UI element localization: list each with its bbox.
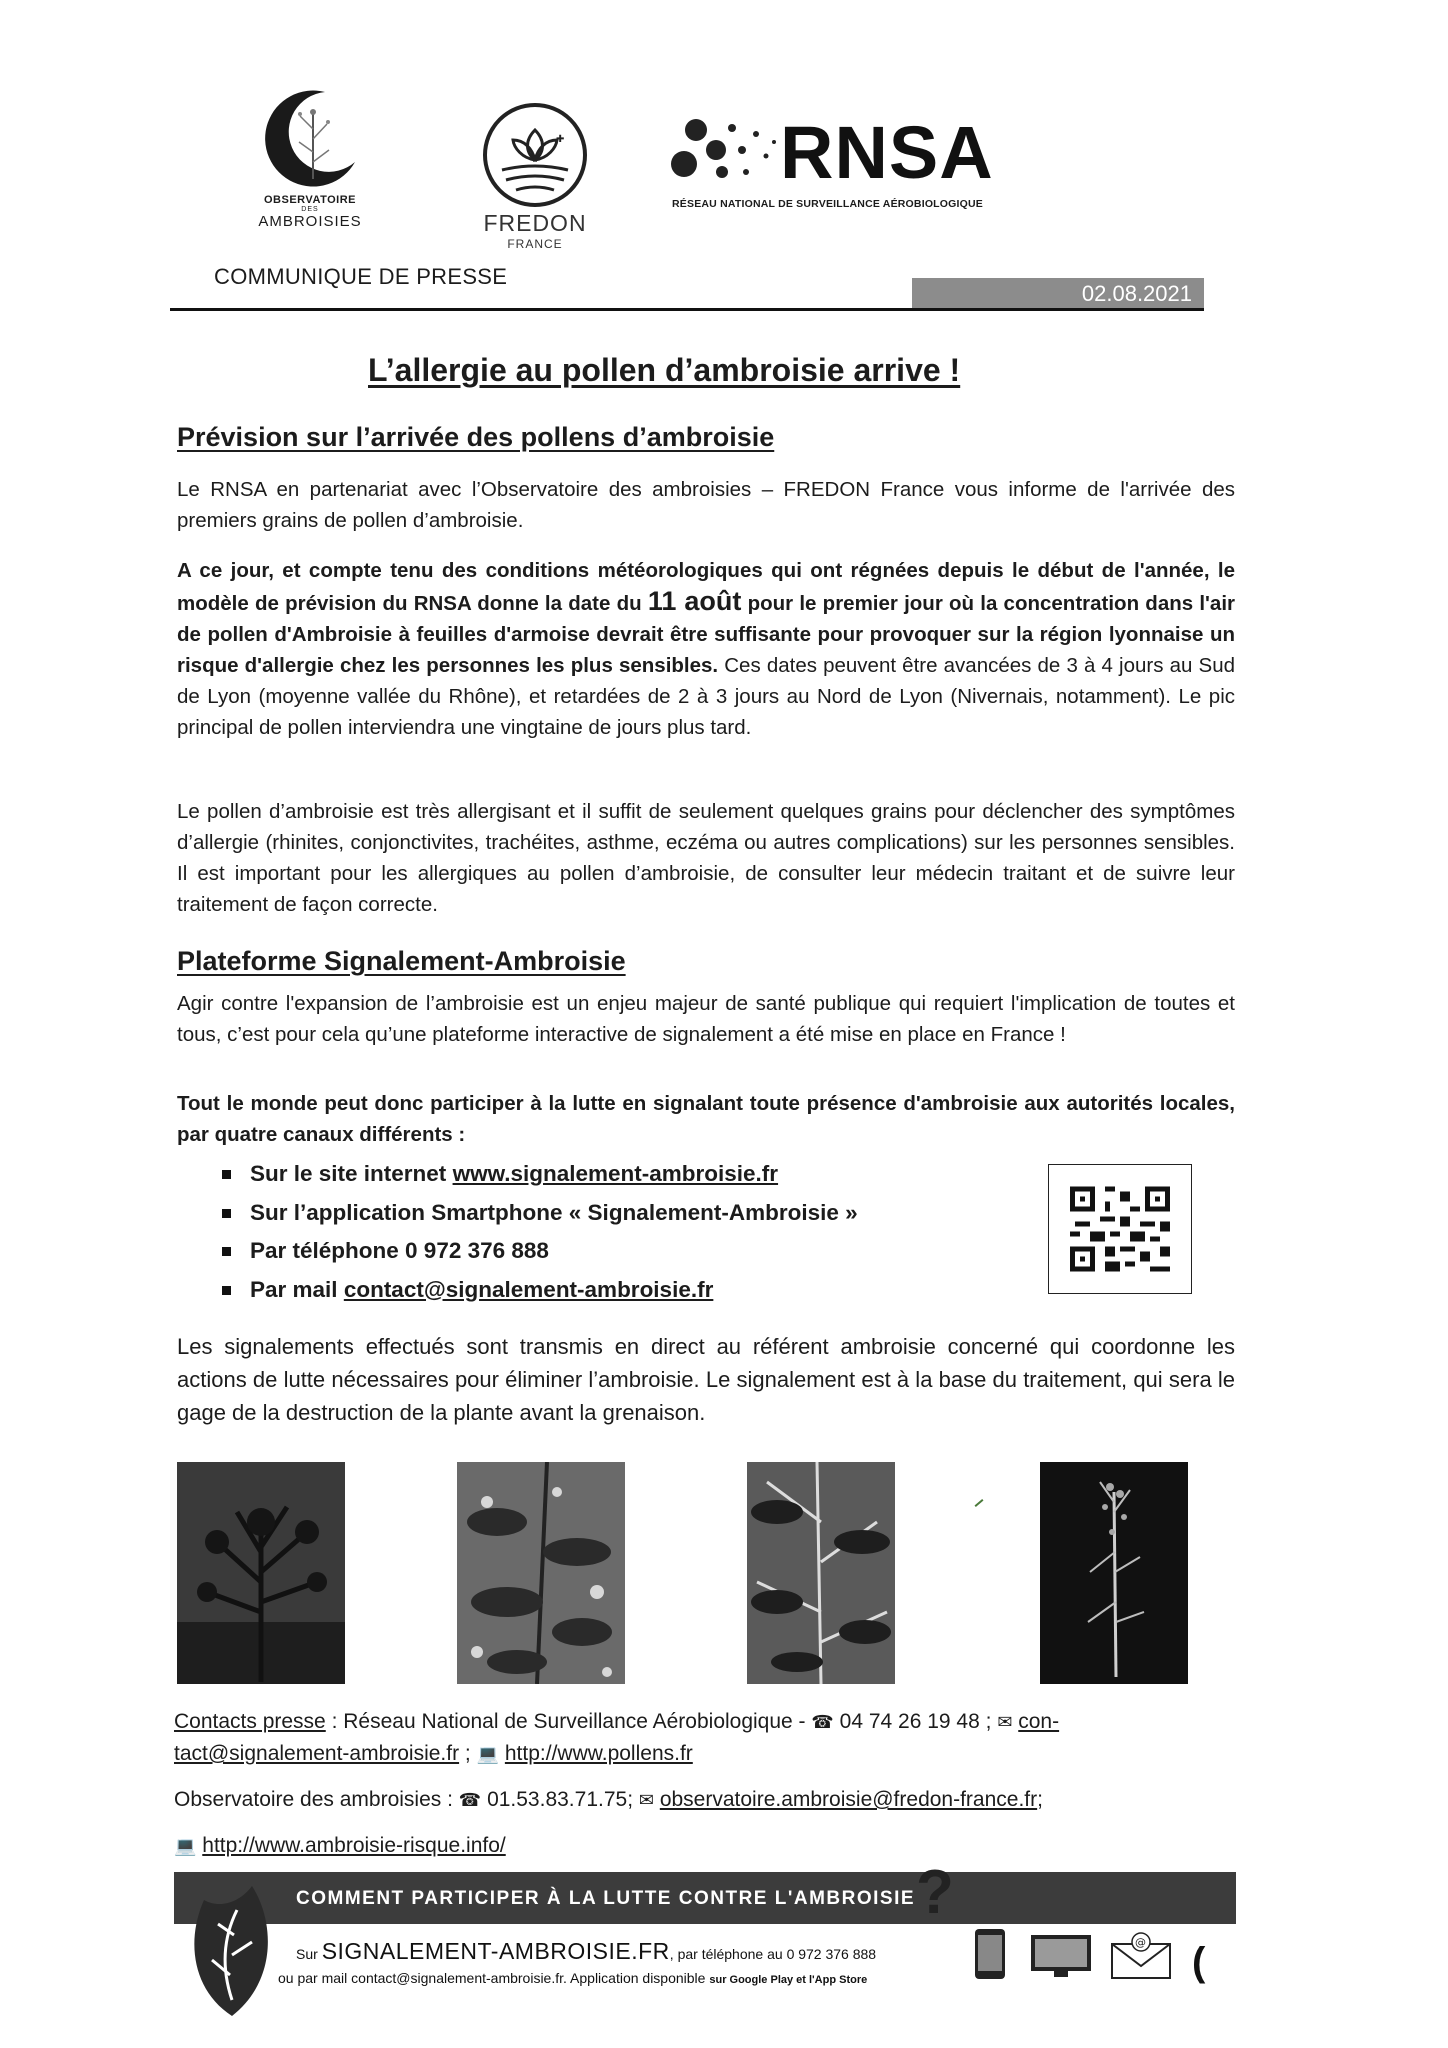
logo-observatoire xyxy=(240,84,380,234)
qr-code-icon xyxy=(1065,1181,1175,1277)
envelope-icon xyxy=(1110,1932,1172,1980)
list-item xyxy=(222,1194,982,1233)
logo-fredon xyxy=(470,100,600,251)
svg-text:✚: ✚ xyxy=(556,134,565,145)
bullet-text: Par mail xyxy=(250,1276,344,1302)
observatoire-line2: DES xyxy=(301,206,319,213)
contacts-email-link-b[interactable]: tact@signalement-ambroisie.fr xyxy=(174,1742,460,1765)
banner-line-2 xyxy=(278,1970,867,1986)
contacts-org: : Réseau National de Surveillance Aérobiologique - xyxy=(325,1710,812,1733)
contacts-email-link-a[interactable]: con- xyxy=(1018,1710,1060,1733)
section2-intro: Agir contre l'expansion de l’ambroisie est un enjeu majeur de santé publique qui requiert l'implication de toutes et tous, c’est pour cela qu’une plateforme interactive de signalement a été mise en place en France ! xyxy=(177,992,1235,1046)
mail-icon: ✉ xyxy=(997,1712,1013,1733)
channel-list xyxy=(222,1155,982,1309)
photo-ambroisie-plant-1 xyxy=(177,1462,345,1684)
computer-monitor-icon xyxy=(1030,1934,1092,1980)
forecast-bold-a: A ce jour, et compte tenu des conditions météorologiques qui ont régnées depuis le début de l'année, le modèle de prévision du RNSA donne la date du xyxy=(177,559,1235,615)
section2-heading: Plateforme Signalement-Ambroisie xyxy=(177,946,626,976)
fredon-name: FREDON xyxy=(483,210,587,236)
list-item xyxy=(222,1232,982,1271)
fredon-emblem xyxy=(480,100,590,210)
observatoire-line1: OBSERVATOIRE xyxy=(264,194,356,206)
observatoire-emblem xyxy=(255,84,365,194)
section1-allergy: Le pollen d’ambroisie est très allergisant et il suffit de seulement quelques grains pour déclencher des symptômes d’allergie (rhinites, conjonctivites, trachéites, asthme, eczéma ou autres complications) sur les personnes sensibles. Il est important pour les allergiques au pollen d’ambroisie, de consulter leur médecin traitant et de suivre leur traitement de façon correcte. xyxy=(177,800,1235,916)
section1-heading: Prévision sur l’arrivée des pollens d’ambroisie xyxy=(177,422,775,452)
bullet-square-icon xyxy=(222,1247,231,1256)
contacts-observatoire: Observatoire des ambroisies : ☎ 01.53.83.71.75; ✉ observatoire.ambroisie@fredon-france.fr; xyxy=(174,1788,1043,1811)
observatoire-label: Observatoire des ambroisies : xyxy=(174,1788,459,1811)
contacts-site xyxy=(174,1830,1234,1862)
observatoire-line3: AMBROISIES xyxy=(258,213,362,230)
banner-line-1 xyxy=(296,1938,876,1965)
fredon-sub: FRANCE xyxy=(507,237,563,251)
banner-store-text: sur Google Play et l'App Store xyxy=(709,1974,868,1986)
bullet-square-icon xyxy=(222,1170,231,1179)
section2-transmission: Les signalements effectués sont transmis en direct au référent ambroisie concerné qui coordonne les actions de lutte nécessaires pour éliminer l’ambroisie. Le signalement est à la base du traitement, qui sera le gage de la destruction de la plante avant la grenaison. xyxy=(177,1334,1235,1425)
svg-text:@: @ xyxy=(1135,1936,1146,1949)
forecast-bold-b: pour le premier jour où la concentration dans l'air de pollen d'Ambroisie à feuilles d'armoise devrait être suffisante pour provoquer sur la région lyonnaise un risque d'allergie chez les personnes les plus sensibles. xyxy=(177,592,1235,677)
rnsa-sub: RÉSEAU NATIONAL DE SURVEILLANCE AÉROBIOLOGIQUE xyxy=(672,198,984,210)
leaf-emblem-icon xyxy=(182,1880,282,2020)
qr-code-frame[interactable] xyxy=(1048,1164,1192,1294)
rnsa-dots-icon xyxy=(670,112,790,192)
photo-ambroisie-leaves xyxy=(747,1462,895,1684)
forecast-date: 11 août xyxy=(647,586,742,616)
contacts-label: Contacts presse xyxy=(174,1710,326,1733)
contacts-phone: 04 74 26 19 48 ; xyxy=(839,1710,992,1733)
date-badge: 02.08.2021 xyxy=(912,278,1204,310)
list-item xyxy=(222,1155,982,1194)
banner-sur: Sur xyxy=(296,1946,318,1962)
forecast-normal: Ces dates peuvent être avancées de 3 à 4 jours au Sud de Lyon (moyenne vallée du Rhône), et retardées de 2 à 3 jours au Nord de Lyon (Nivernais, notamment). Le pic principal de pollen interviendra une vingtaine de jours plus tard. xyxy=(177,654,1235,739)
bullet-text: Par téléphone 0 972 376 888 xyxy=(250,1238,549,1263)
smartphone-icon xyxy=(974,1928,1006,1980)
photo-ambroisie-stem xyxy=(1040,1462,1188,1684)
banner-app-text: Application disponible xyxy=(570,1970,706,1986)
mail-icon: ✉ xyxy=(638,1790,654,1811)
phone-icon: ☎ xyxy=(458,1790,482,1811)
question-mark: ? xyxy=(916,1858,954,1927)
logo-rnsa xyxy=(670,112,1030,222)
computer-icon: 💻 xyxy=(174,1836,197,1857)
bullet-square-icon xyxy=(222,1286,231,1295)
list-item xyxy=(222,1271,982,1310)
bullet-text: Sur l’application Smartphone « Signalement-Ambroisie » xyxy=(250,1199,858,1225)
banner-phone: 0 972 376 888 xyxy=(786,1946,877,1962)
observatoire-email-link[interactable]: observatoire.ambroisie@fredon-france.fr xyxy=(659,1788,1038,1811)
phone-icon: ☎ xyxy=(811,1712,834,1733)
observatoire-phone: 01.53.83.71.75; xyxy=(487,1788,634,1811)
section2-participate: Tout le monde peut donc participer à la lutte en signalant toute présence d'ambroisie aux autorités locales, par quatre canaux différents : xyxy=(177,1092,1235,1146)
section1-forecast xyxy=(177,555,1235,743)
banner-site[interactable]: SIGNALEMENT-AMBROISIE.FR xyxy=(321,1938,670,1964)
press-label: COMMUNIQUE DE PRESSE xyxy=(214,264,508,289)
banner-mail-text: ou par mail xyxy=(278,1970,348,1986)
banner-phone-text: , par téléphone au xyxy=(669,1946,783,1962)
photo-ambroisie-flowers xyxy=(457,1462,625,1684)
banner-title: COMMENT PARTICIPER À LA LUTTE CONTRE L'AMBROISIE xyxy=(296,1888,916,1909)
contacts-press: Contacts presse : Réseau National de Surveillance Aérobiologique - ☎ 04 74 26 19 48 ; ✉ con- tact@signalement-ambroisie.fr ; 💻 http://www.pollens.fr xyxy=(174,1710,1060,1765)
rnsa-name: RNSA xyxy=(780,111,994,194)
bullet-square-icon xyxy=(222,1209,231,1218)
section1-intro: Le RNSA en partenariat avec l’Observatoire des ambroisies – FREDON France vous informe de l'arrivée des premiers grains de pollen d’ambroisie. xyxy=(177,478,1235,532)
phone-handset-icon: ( xyxy=(1192,1940,1206,1984)
page-title: L’allergie au pollen d’ambroisie arrive ! xyxy=(368,352,961,388)
email-link[interactable]: contact@signalement-ambroisie.fr xyxy=(343,1276,714,1302)
ambroisie-risque-link[interactable]: http://www.ambroisie-risque.info/ xyxy=(202,1834,506,1857)
header-rule xyxy=(170,308,1204,311)
computer-icon: 💻 xyxy=(476,1744,500,1765)
pollens-link[interactable]: http://www.pollens.fr xyxy=(504,1742,693,1765)
website-link[interactable]: www.signalement-ambroisie.fr xyxy=(452,1161,779,1186)
banner-mail[interactable]: contact@signalement-ambroisie.fr. xyxy=(351,1970,567,1986)
bottom-banner xyxy=(174,1858,1236,2032)
bullet-text: Sur le site internet xyxy=(250,1161,453,1186)
stray-mark xyxy=(975,1499,984,1507)
